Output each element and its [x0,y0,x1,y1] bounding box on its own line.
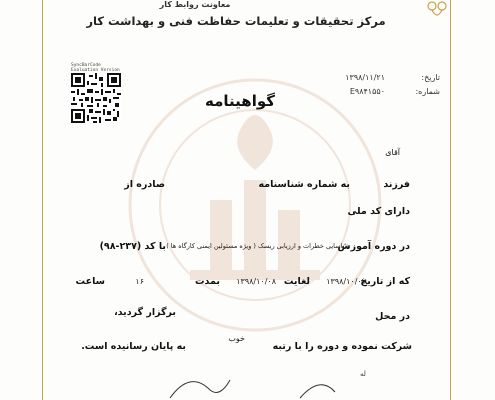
hours-value: ۱۶ [135,277,144,286]
field-az-tarikh: که از تاریخ [360,276,410,287]
qr-caption-line1: SyncBarCode [71,63,101,68]
frame-right-line [450,0,451,400]
frame-left-line [42,0,43,400]
number-value: E۹۸۴۱۵۵۰ [349,87,385,96]
field-barghozar: برگزار گردید، [114,307,176,318]
header-subtitle: معاونت روابط کار [159,0,231,9]
field-payan: به پایان رسانیده است. [81,341,186,352]
document-title: گواهینامه [205,92,275,110]
field-saat: ساعت [75,276,105,287]
date-value: ۱۳۹۸/۱۱/۲۱ [345,73,385,82]
field-dore: در دوره آموزش [337,241,410,252]
field-farzand: فرزند [383,179,410,190]
qr-code-icon [71,73,121,123]
field-agha: آقای [385,148,400,157]
stamp-mark: له [360,370,366,378]
date-label: تاریخ: [421,73,440,82]
field-bemodat: بمدت [195,276,220,287]
qr-caption-line2: Evaluation Version [71,68,120,73]
date-from-value: ۱۳۹۸/۱۰/۰۷ [326,277,366,286]
field-code-melli: دارای کد ملی [347,206,410,217]
date-to-value: ۱۳۹۸/۱۰/۰۸ [236,277,276,286]
watermark-emblem-icon [120,70,390,340]
field-mahal: در محل [375,311,410,322]
signature-icon [150,360,380,400]
rank-value: خوب [228,334,245,343]
field-sherkat: شرکت نموده و دوره را با رتبه [272,341,412,352]
course-name: شناسایی خطرات و ارزیابی ریسک ( ویژه مسئولین ایمنی کارگاه ها ) [166,242,350,250]
field-sadere: صادره از [124,179,165,190]
corner-ornament-icon [424,0,450,22]
header-title: مرکز تحقیقات و تعلیمات حفاظت فنی و بهداشت کار [86,14,386,28]
course-code: با کد (۲۳۷-۹۸) [99,241,166,252]
field-shenasname: به شماره شناسنامه [258,179,350,190]
field-laghayat: لغایت [283,276,310,287]
number-label: شماره: [415,87,440,96]
